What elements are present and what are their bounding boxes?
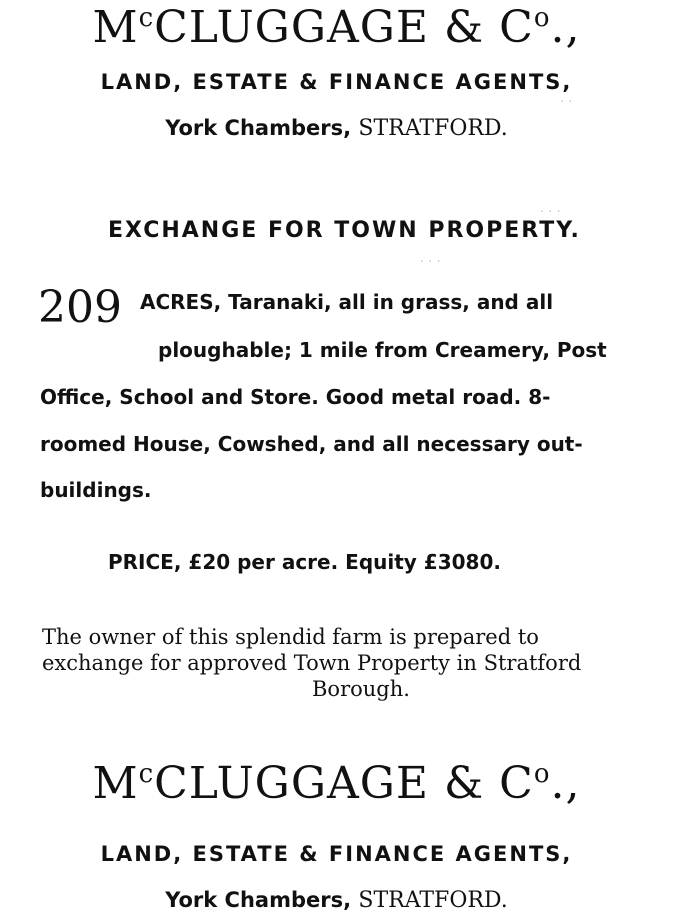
listing-line-4: roomed House, Cowshed, and all necessary out- [40,432,583,456]
print-through-speck: · · · [420,255,441,270]
listing-line-5: buildings. [40,478,152,502]
footer-address-city: STRATFORD. [358,888,508,913]
footer-address [0,888,673,913]
note-line-2: exchange for approved Town Property in Stratford [42,651,582,675]
footer-firm-end: ., [550,758,581,809]
acreage-number: 209 [38,282,122,333]
header-address-building: York Chambers, [165,116,352,140]
footer-agents-line: LAND, ESTATE & FINANCE AGENTS, [100,842,573,866]
note-line-1: The owner of this splendid farm is prepared to [42,625,539,649]
listing-line-3: Office, School and Store. Good metal road. 8- [40,385,551,409]
footer-firm-name [0,758,673,809]
footer-firm-sup-c: c [138,759,155,789]
print-through-speck: · · [560,95,573,110]
header-address [0,116,673,141]
footer-address-building: York Chambers, [165,888,352,912]
print-through-speck: · · · [540,205,561,220]
footer-firm-mid: CLUGGAGE & C [154,758,534,809]
header-agents-line: LAND, ESTATE & FINANCE AGENTS, [100,70,573,94]
footer-firm-m: M [92,758,139,809]
listing-line-2: ploughable; 1 mile from Creamery, Post [158,338,607,362]
firm-mid: CLUGGAGE & C [154,2,534,53]
firm-end: ., [550,2,581,53]
listing-line-1: ACRES, Taranaki, all in grass, and all [140,290,554,314]
price-line: PRICE, £20 per acre. Equity £3080. [108,550,501,574]
firm-sup-c: c [138,3,155,33]
footer-firm-sup-o: o [533,759,551,789]
listing-heading: EXCHANGE FOR TOWN PROPERTY. [108,218,581,243]
header-address-city: STRATFORD. [358,116,508,141]
firm-sup-o: o [533,3,551,33]
header-firm-name [0,2,673,53]
note-line-3: Borough. [312,677,410,701]
firm-m: M [92,2,139,53]
